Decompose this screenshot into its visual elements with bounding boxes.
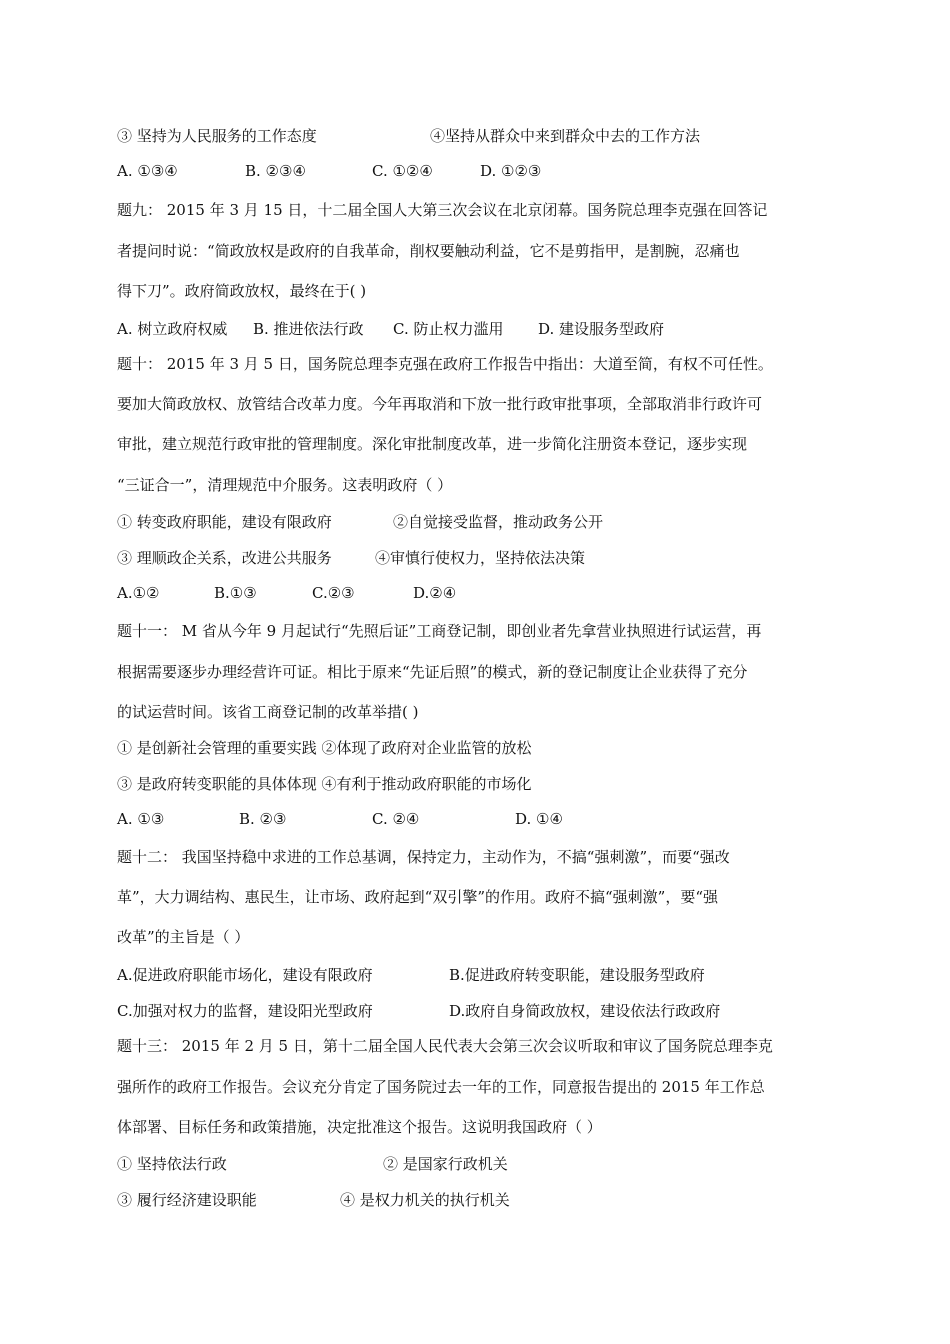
q9-option-a: A. 树立政府权威 [117,320,228,338]
q12-option-b: B.促进政府转变职能，建设服务型政府 [449,966,705,984]
q13-item-1: ① 坚持依法行政 [117,1155,227,1173]
q10-option-d: D.②④ [413,584,457,602]
q13-item-3: ③ 履行经济建设职能 [117,1191,257,1209]
q12-stem-line-2: 革”，大力调结构、惠民生，让市场、政府起到“双引擎”的作用。政府不搞“强刺激”，要“强 [117,888,719,906]
q9-option-b: B. 推进依法行政 [253,320,364,338]
q9-option-d: D. 建设服务型政府 [538,320,665,338]
q11-option-a: A. ①③ [117,810,165,828]
q8-option-b: B. ②③④ [245,162,306,180]
q11-option-b: B. ②③ [239,810,287,828]
q10-option-c: C.②③ [312,584,355,602]
q11-items-3-4: ③ 是政府转变职能的具体体现 ④有利于推动政府职能的市场化 [117,775,532,793]
q13-stem-line-1: 题十三： 2015 年 2 月 5 日，第十二届全国人民代表大会第三次会议听取和审议了国务院总理李克 [117,1037,773,1055]
q13-item-2: ② 是国家行政机关 [383,1155,508,1173]
q10-item-1: ① 转变政府职能，建设有限政府 [117,513,332,531]
q9-stem-line-2: 者提问时说：“简政放权是政府的自我革命，削权要触动利益，它不是剪指甲，是割腕，忍痛也 [117,242,740,260]
q10-option-b: B.①③ [214,584,257,602]
q10-stem-line-1: 题十： 2015 年 3 月 5 日，国务院总理李克强在政府工作报告中指出：大道至简，有权不可任性。 [117,355,773,373]
q13-item-4: ④ 是权力机关的执行机关 [340,1191,510,1209]
q12-stem-line-3: 改革”的主旨是（ ） [117,928,250,946]
q9-option-c: C. 防止权力滥用 [393,320,504,338]
q12-option-d: D.政府自身简政放权，建设依法行政政府 [449,1002,721,1020]
q11-stem-line-1: 题十一： M 省从今年 9 月起试行“先照后证”工商登记制，即创业者先拿营业执照进行试运营，再 [117,622,762,640]
q10-option-a: A.①② [117,584,160,602]
q8-option-c: C. ①②④ [372,162,433,180]
q8-item-3: ③ 坚持为人民服务的工作态度 [117,127,317,145]
q10-item-4: ④审慎行使权力，坚持依法决策 [375,549,586,567]
q9-stem-line-3: 得下刀”。政府简政放权，最终在于( ) [117,282,367,300]
q8-option-d: D. ①②③ [480,162,542,180]
q13-stem-line-3: 体部署、目标任务和政策措施，决定批准这个报告。这说明我国政府（ ） [117,1118,602,1136]
q11-option-d: D. ①④ [515,810,563,828]
q12-option-a: A.促进政府职能市场化，建设有限政府 [117,966,373,984]
q10-item-2: ②自觉接受监督，推动政务公开 [393,513,604,531]
q13-stem-line-2: 强所作的政府工作报告。会议充分肯定了国务院过去一年的工作，同意报告提出的 2015 年工作总 [117,1078,765,1096]
q12-option-c: C.加强对权力的监督，建设阳光型政府 [117,1002,373,1020]
q11-stem-line-2: 根据需要逐步办理经营许可证。相比于原来“先证后照”的模式，新的登记制度让企业获得了充分 [117,663,748,681]
q11-stem-line-3: 的试运营时间。该省工商登记制的改革举措( ) [117,703,419,721]
q8-item-4: ④坚持从群众中来到群众中去的工作方法 [430,127,701,145]
q11-option-c: C. ②④ [372,810,420,828]
q11-items-1-2: ① 是创新社会管理的重要实践 ②体现了政府对企业监管的放松 [117,739,532,757]
q9-stem-line-1: 题九： 2015 年 3 月 15 日，十二届全国人大第三次会议在北京闭幕。国务院总理李克强在回答记 [117,201,768,219]
q10-stem-line-4: “三证合一”，清理规范中介服务。这表明政府（ ） [117,476,453,494]
q12-stem-line-1: 题十二： 我国坚持稳中求进的工作总基调，保持定力，主动作为，不搞“强刺激”，而要“强改 [117,848,730,866]
q10-stem-line-2: 要加大简政放权、放管结合改革力度。今年再取消和下放一批行政审批事项，全部取消非行政许可 [117,395,763,413]
q10-stem-line-3: 审批，建立规范行政审批的管理制度。深化审批制度改革，进一步简化注册资本登记，逐步实现 [117,435,748,453]
q8-option-a: A. ①③④ [117,162,178,180]
q10-item-3: ③ 理顺政企关系，改进公共服务 [117,549,332,567]
